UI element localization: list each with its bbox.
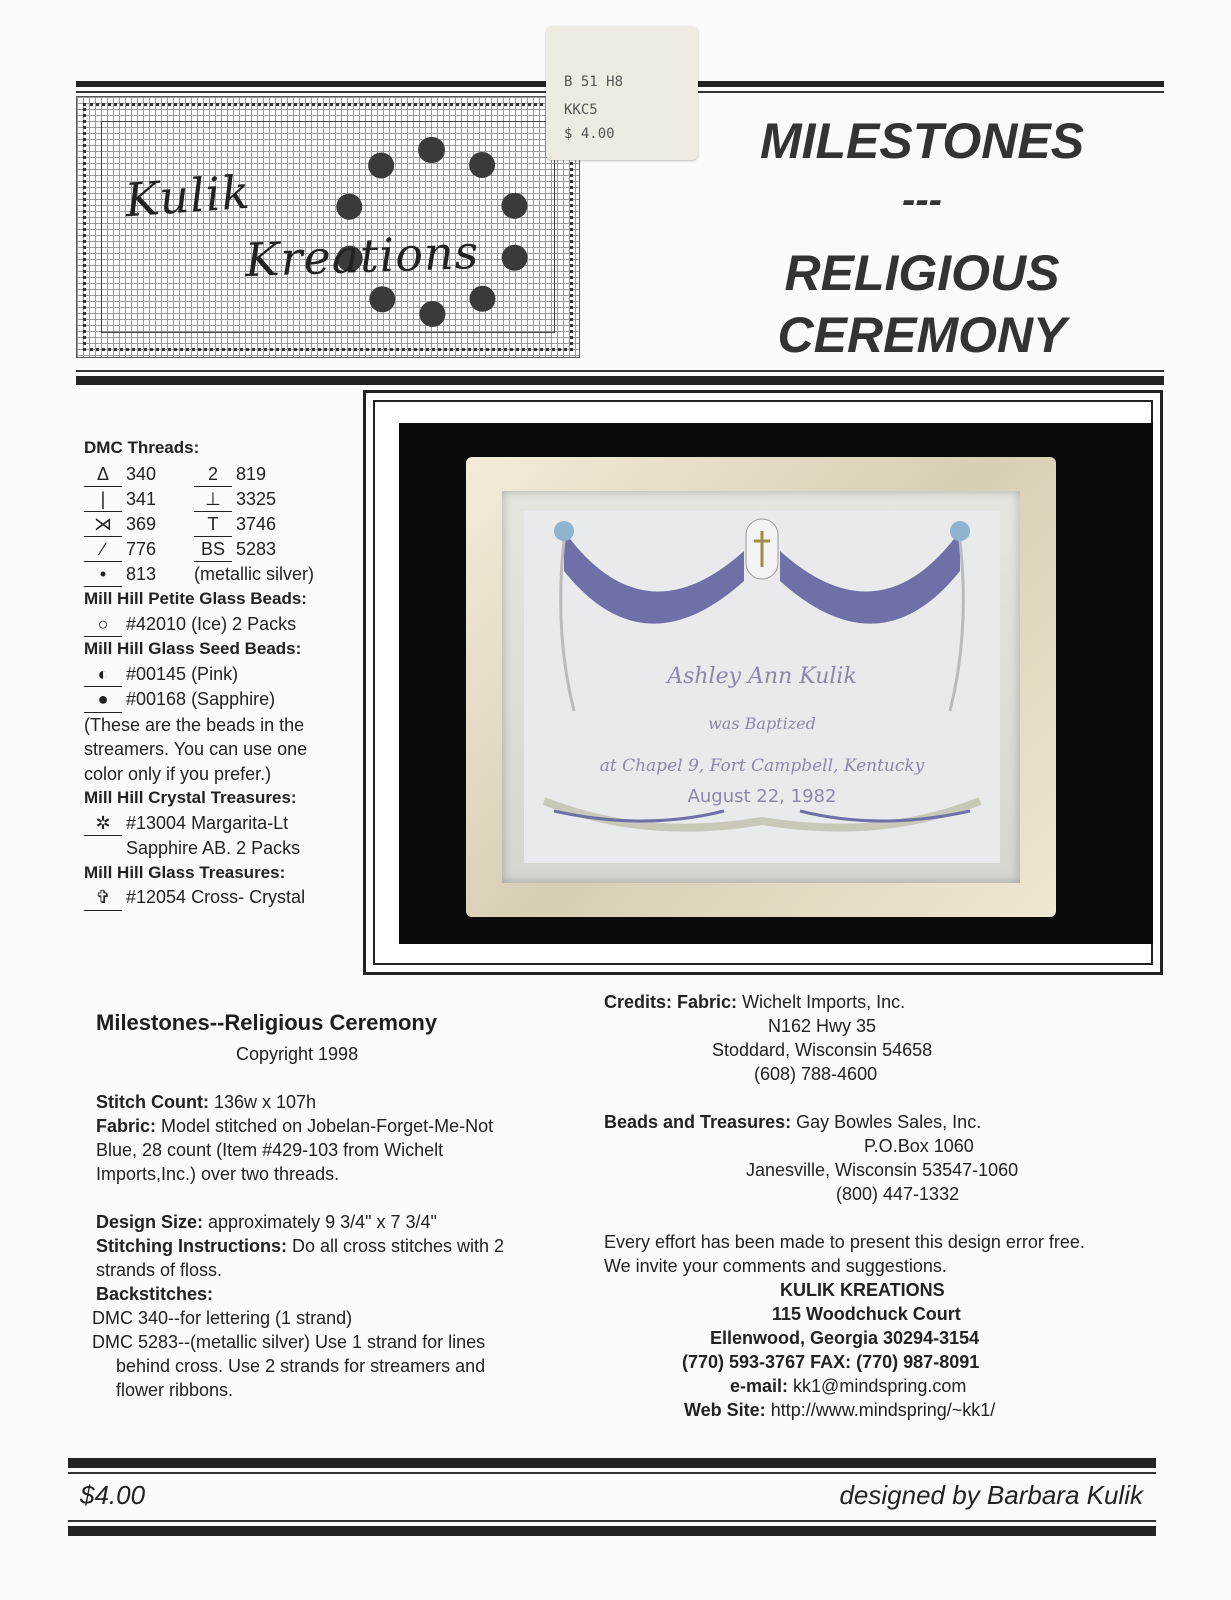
- design-details: [92, 1090, 556, 1402]
- effort-line-1: Every effort has been made to present this design error free.: [604, 1232, 1085, 1252]
- bead-note-3: color only if you prefer.): [84, 763, 272, 784]
- footer-price: $4.00: [80, 1480, 146, 1510]
- stitched-name: Ashley Ann Kulik: [667, 664, 857, 689]
- sticker-line-3: $ 4.00: [564, 126, 615, 142]
- backstitch-3: behind cross. Use 2 strands for streamers and: [116, 1356, 486, 1376]
- thread-row: ⊥ 3325: [194, 487, 314, 512]
- design-size: Design Size: approximately 9 3/4" x 7 3/4": [96, 1212, 437, 1232]
- beads-credit-line: Beads and Treasures: Gay Bowles Sales, Inc.: [604, 1112, 982, 1132]
- seed-bead-row: ◐ #00145 (Pink): [84, 662, 364, 688]
- fabric-credit-line: Credits: Fabric: Wichelt Imports, Inc.: [604, 992, 906, 1012]
- sticker-line-2: KKC5: [564, 102, 598, 118]
- flower-right-icon: [950, 521, 970, 541]
- title-line-1: MILESTONES: [759, 113, 1085, 169]
- thread-row: ⋊ 369: [84, 512, 194, 537]
- footer-rule-bottom-thin: [68, 1520, 1156, 1522]
- footer-rule-top-thin: [68, 1472, 1156, 1474]
- kulik-kreations-logo: [76, 96, 580, 358]
- seed-bead-row: ● #00168 (Sapphire): [84, 687, 364, 713]
- credits: [604, 990, 1164, 1422]
- crystal-row: ✲ #13004 Margarita-Lt: [84, 811, 364, 837]
- thread-row: 2 819: [194, 462, 314, 487]
- glass-row: ✞ #12054 Cross- Crystal: [84, 885, 364, 911]
- price-sticker: [546, 26, 698, 160]
- fabric-phone: (608) 788-4600: [754, 1064, 878, 1084]
- mid-rule: [76, 376, 1164, 385]
- backstitch-2: DMC 5283--(metallic silver) Use 1 strand for lines: [92, 1332, 486, 1352]
- backstitch-1: DMC 340--for lettering (1 strand): [92, 1308, 353, 1328]
- company-street: 115 Woodchuck Court: [772, 1304, 961, 1324]
- drape-right: [780, 531, 960, 624]
- stitched-line-3: at Chapel 9, Fort Campbell, Kentucky: [599, 756, 925, 776]
- glass-treasures-header: Mill Hill Glass Treasures:: [84, 862, 286, 882]
- design-title: Milestones--Religious Ceremony: [96, 1010, 438, 1035]
- footer-rule-top: [68, 1458, 1156, 1468]
- instructions-line-1: Stitching Instructions: Do all cross stitches with 2: [96, 1236, 505, 1256]
- beads-phone: (800) 447-1332: [836, 1184, 960, 1204]
- fabric-address-2: Stoddard, Wisconsin 54658: [712, 1040, 933, 1060]
- footer-rule-bottom: [68, 1526, 1156, 1536]
- petite-bead-row: ○ #42010 (Ice) 2 Packs: [84, 612, 364, 638]
- title-separator: ---: [902, 178, 942, 222]
- thread-row: BS 5283: [194, 537, 314, 562]
- title-line-2: RELIGIOUS: [784, 245, 1060, 301]
- copyright: Copyright 1998: [236, 1044, 359, 1064]
- instructions-line-2: strands of floss.: [96, 1260, 223, 1280]
- mid-rule-thin: [76, 370, 1164, 372]
- footer-designer: designed by Barbara Kulik: [839, 1480, 1143, 1510]
- sticker-line-1: B 51 H8: [564, 74, 624, 90]
- stitched-date: August 22, 1982: [687, 786, 837, 807]
- thread-row: • 813: [84, 562, 194, 587]
- fabric-line-1: Fabric: Model stitched on Jobelan-Forget-Me-Not: [96, 1116, 494, 1136]
- crystal-treasures-header: Mill Hill Crystal Treasures:: [84, 788, 297, 807]
- company-web: Web Site: http://www.mindspring/~kk1/: [684, 1400, 996, 1420]
- seed-beads-header: Mill Hill Glass Seed Beads:: [84, 639, 302, 658]
- logo-word-kreations: Kreations: [244, 224, 481, 288]
- email-link[interactable]: kk1@mindspring.com: [793, 1376, 967, 1396]
- backstitch-4: flower ribbons.: [116, 1380, 234, 1400]
- bead-note-2: streamers. You can use one: [84, 739, 308, 759]
- crystal-row-cont: Sapphire AB. 2 Packs: [126, 838, 301, 858]
- fabric-line-2: Blue, 28 count (Item #429-103 from Wichelt: [96, 1140, 444, 1160]
- backstitches-header: Backstitches:: [96, 1284, 214, 1304]
- thread-row: | 341: [84, 487, 194, 512]
- fabric-address-1: N162 Hwy 35: [768, 1016, 877, 1036]
- drape-left: [564, 531, 744, 624]
- thread-row: Δ 340: [84, 462, 194, 487]
- stitched-line-2: was Baptized: [708, 714, 816, 733]
- stitch-count: Stitch Count: 136w x 107h: [96, 1092, 317, 1112]
- company-phone-fax: (770) 593-3767 FAX: (770) 987-8091: [682, 1352, 980, 1372]
- petite-beads-header: Mill Hill Petite Glass Beads:: [84, 589, 307, 608]
- beads-address-2: Janesville, Wisconsin 53547-1060: [746, 1160, 1019, 1180]
- materials-list: [84, 438, 364, 911]
- title-line-3: CEREMONY: [777, 307, 1067, 363]
- thread-metallic: (metallic silver): [194, 564, 315, 584]
- dmc-threads-header: DMC Threads:: [84, 438, 200, 457]
- logo-word-kulik: Kulik: [123, 164, 253, 228]
- thread-column-left: [84, 462, 194, 587]
- company-city: Ellenwood, Georgia 30294-3154: [710, 1328, 980, 1348]
- thread-row: ∕ 776: [84, 537, 194, 562]
- company-email: e-mail: kk1@mindspring.com: [730, 1376, 967, 1396]
- company-name: KULIK KREATIONS: [780, 1280, 945, 1300]
- bead-note-1: (These are the beads in the: [84, 714, 305, 735]
- flower-left-icon: [554, 521, 574, 541]
- effort-line-2: We invite your comments and suggestions.: [604, 1256, 947, 1276]
- thread-column-right: [194, 462, 314, 587]
- thread-row: T 3746: [194, 512, 314, 537]
- web-link[interactable]: http://www.mindspring/~kk1/: [770, 1400, 996, 1420]
- beads-address-1: P.O.Box 1060: [864, 1136, 974, 1156]
- fabric-line-3: Imports,Inc.) over two threads.: [96, 1164, 340, 1184]
